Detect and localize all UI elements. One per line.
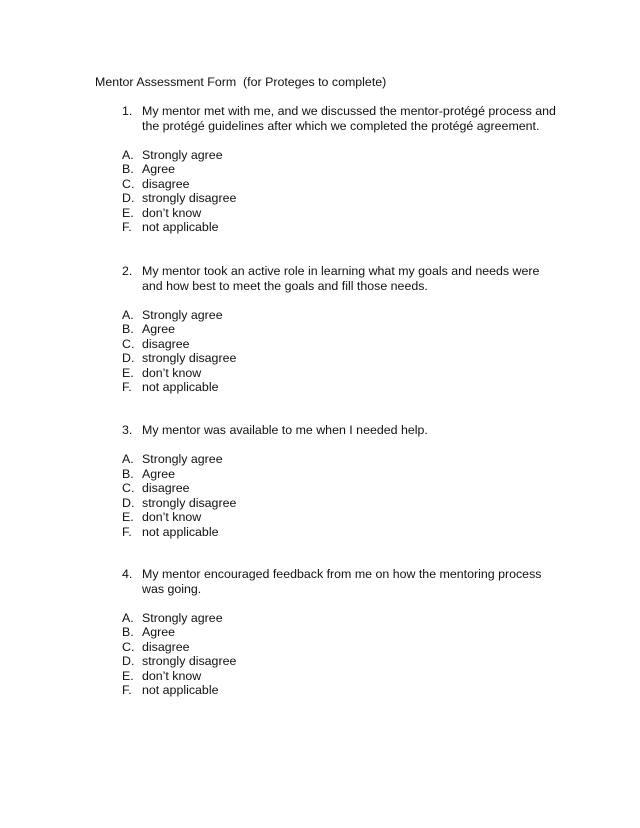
answer-option [122,337,562,352]
question-number: 2. [122,264,133,278]
answer-option [122,351,562,366]
answer-option [122,654,562,669]
answer-option [122,683,562,698]
option-letter: C. [122,481,135,495]
question-4 [122,567,562,698]
option-label: Agree [142,625,176,639]
option-label: Strongly agree [142,147,223,162]
option-letter: E. [122,510,134,524]
option-label: not applicable [142,524,219,539]
option-letter: F. [122,683,132,697]
answer-options [122,452,562,539]
answer-option [122,177,562,192]
option-letter: F. [122,524,132,539]
answer-option [122,380,562,395]
option-letter: F. [122,380,132,394]
option-letter: C. [122,336,135,351]
option-label: don’t know [142,668,202,683]
option-letter: A. [122,452,134,466]
answer-option [122,481,562,496]
answer-option [122,611,562,626]
question-label: My mentor was available to me when I needed help. [142,423,428,437]
option-label: Agree [142,322,176,336]
option-label: don’t know [142,365,202,380]
question-number: 4. [122,567,133,581]
option-label: disagree [142,639,190,654]
option-label: disagree [142,336,190,351]
question-number: 1. [122,104,133,118]
answer-option [122,308,562,323]
answer-options [122,611,562,698]
option-letter: B. [122,625,134,639]
option-label: not applicable [142,220,219,234]
question-3 [122,423,562,539]
option-label: Agree [142,162,176,176]
option-label: not applicable [142,380,219,394]
answer-option [122,322,562,337]
option-label: disagree [142,176,190,191]
page-title: Mentor Assessment Form (for Proteges to complete) [95,75,387,89]
question-text [122,104,562,133]
option-label: Strongly agree [142,307,223,322]
option-letter: D. [122,654,135,668]
option-label: strongly disagree [142,495,237,510]
question-label: My mentor took an active role in learning what my goals and needs were and how best to meet the goals and fill those needs. [142,264,540,293]
question-2 [122,264,562,395]
option-letter: E. [122,205,134,220]
question-1 [122,104,562,235]
option-letter: B. [122,466,134,481]
option-label: Strongly agree [142,452,223,466]
option-letter: D. [122,495,135,510]
answer-option [122,496,562,511]
answer-option [122,625,562,640]
question-label: My mentor encouraged feedback from me on how the mentoring process was going. [142,567,542,596]
option-label: Strongly agree [142,610,223,625]
question-number: 3. [122,423,133,437]
answer-option [122,640,562,655]
option-letter: E. [122,365,134,380]
option-letter: D. [122,351,135,365]
option-letter: D. [122,191,135,205]
option-label: don’t know [142,205,202,220]
answer-option [122,191,562,206]
answer-option [122,525,562,540]
answer-option [122,366,562,381]
answer-option [122,206,562,221]
option-letter: E. [122,668,134,683]
option-letter: A. [122,307,134,322]
option-label: strongly disagree [142,654,237,668]
answer-option [122,220,562,235]
answer-option [122,452,562,467]
option-letter: B. [122,162,134,176]
question-label: My mentor met with me, and we discussed the mentor-protégé process and the protégé guidelines after which we completed the protégé agreement. [142,104,556,133]
answer-option [122,510,562,525]
option-label: strongly disagree [142,191,237,205]
answer-options [122,148,562,235]
question-text [122,567,562,596]
question-text [122,264,562,293]
option-letter: A. [122,147,134,162]
option-letter: A. [122,610,134,625]
option-letter: F. [122,220,132,234]
option-letter: B. [122,322,134,336]
option-letter: C. [122,176,135,191]
option-letter: C. [122,639,135,654]
answer-option [122,467,562,482]
option-label: Agree [142,466,176,481]
option-label: strongly disagree [142,351,237,365]
answer-option [122,669,562,684]
option-label: not applicable [142,683,219,697]
option-label: disagree [142,481,190,495]
answer-options [122,308,562,395]
question-text [122,423,562,438]
answer-option [122,162,562,177]
answer-option [122,148,562,163]
option-label: don’t know [142,510,202,524]
